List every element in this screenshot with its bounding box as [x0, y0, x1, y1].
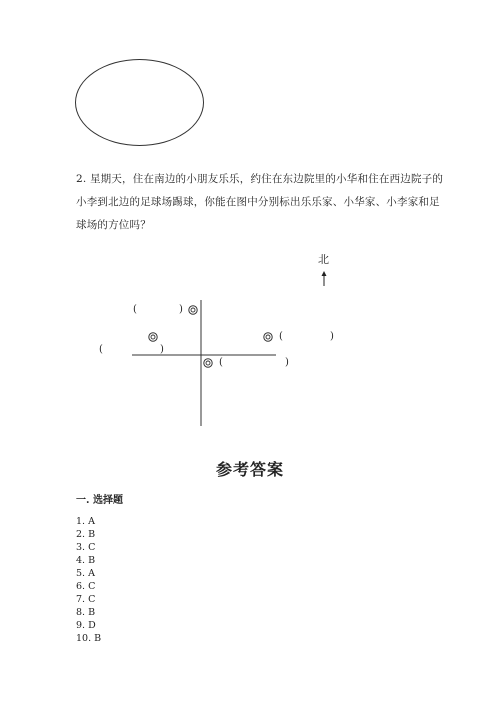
list-item: 5. A [76, 568, 95, 579]
north-label: 北 [318, 253, 329, 266]
list-item: 10. B [76, 633, 102, 644]
question-line-2: 小李到北边的足球场踢球，你能在图中分别标出乐乐家、小华家、小李家和足 [76, 196, 440, 208]
question-line-3: 球场的方位吗？ [76, 219, 151, 231]
blank-east-close: ) [330, 331, 334, 342]
house-marker-east [264, 333, 272, 341]
house-marker-north [189, 306, 197, 314]
answer-oval [75, 59, 204, 146]
list-item: 6. C [76, 581, 96, 592]
question-line-1: 2. 星期天，住在南边的小朋友乐乐，约住在东边院里的小华和住在西边院子的 [76, 173, 444, 185]
blank-north-open: ( [133, 304, 137, 315]
section-title: 一. 选择题 [76, 495, 123, 506]
house-marker-south [204, 359, 212, 367]
list-item: 8. B [76, 607, 96, 618]
list-item: 7. C [76, 594, 96, 605]
list-item: 2. B [76, 529, 96, 540]
list-item: 3. C [76, 542, 96, 553]
house-marker-west [149, 333, 157, 341]
answer-list [76, 515, 101, 645]
blank-south-open: ( [219, 357, 223, 368]
answer-title: 参考答案 [215, 460, 284, 479]
list-item: 4. B [76, 555, 96, 566]
blank-south-close: ) [285, 357, 289, 368]
list-item: 1. A [76, 516, 95, 527]
blank-west-open: ( [99, 344, 103, 355]
list-item: 9. D [76, 620, 96, 631]
blank-north-close: ) [179, 304, 183, 315]
blank-west-close: ) [160, 344, 164, 355]
blank-east-open: ( [279, 331, 283, 342]
north-arrow-icon [320, 271, 328, 287]
